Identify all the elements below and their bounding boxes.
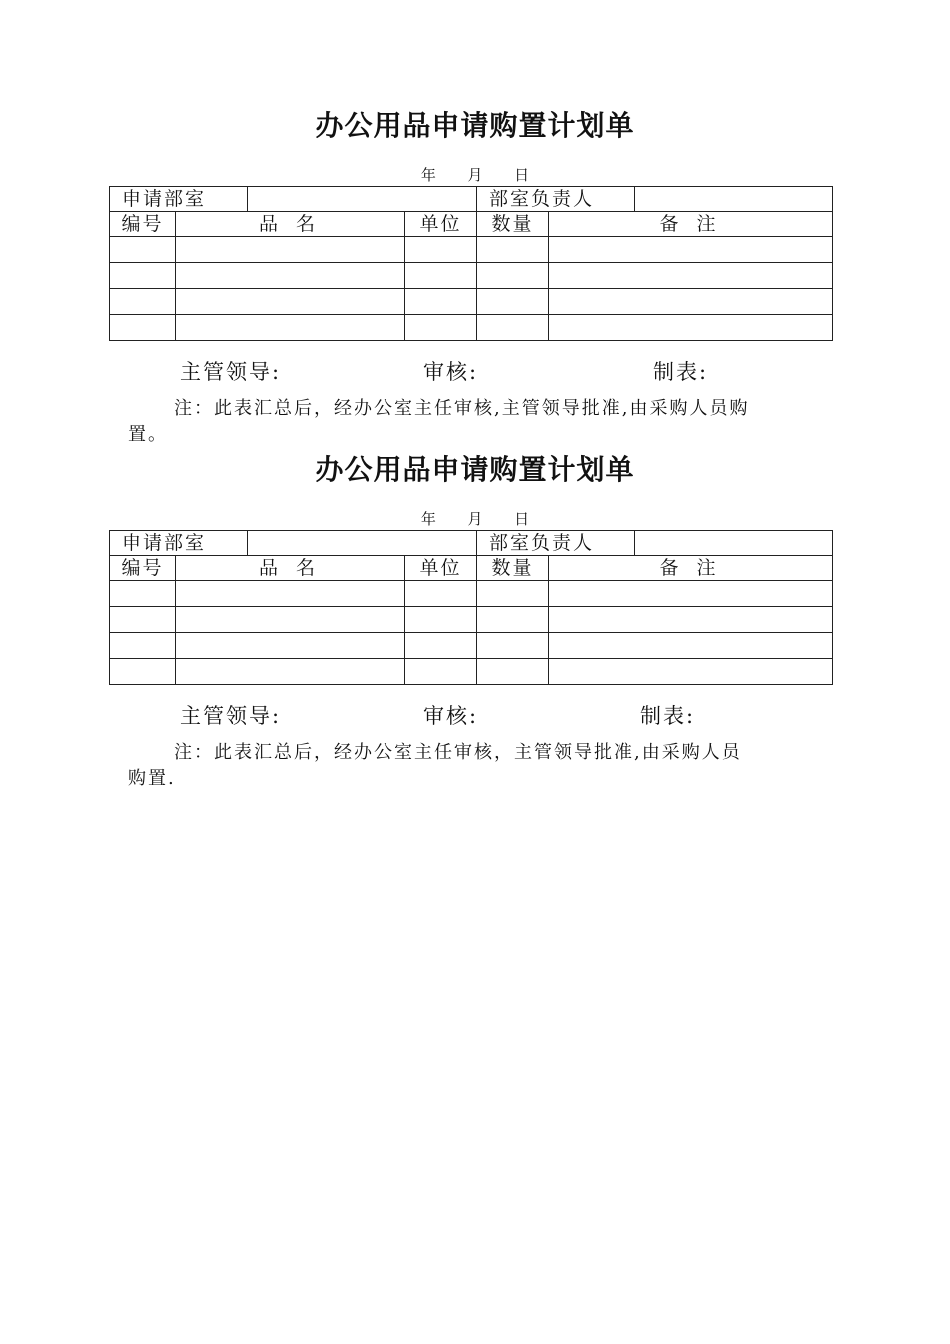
table-row [110, 633, 833, 659]
cell-item-name[interactable] [176, 263, 405, 289]
cell-number[interactable] [110, 581, 176, 607]
date-month: 月 [467, 510, 483, 528]
header-row [110, 187, 833, 212]
col-item-name: 品 名 [176, 556, 405, 581]
cell-quantity[interactable] [477, 263, 549, 289]
column-header-row [110, 212, 833, 237]
date-year: 年 [420, 510, 436, 528]
request-table [109, 530, 833, 685]
footnote [128, 740, 828, 792]
cell-item-name[interactable] [176, 581, 405, 607]
form-title: 办公用品申请购置计划单 [315, 453, 635, 486]
date-day: 日 [514, 166, 530, 184]
col-quantity: 数量 [477, 212, 549, 237]
manager-label: 部室负责人 [477, 531, 635, 556]
table-row [110, 659, 833, 685]
table-row [110, 263, 833, 289]
table-row [110, 581, 833, 607]
cell-item-name[interactable] [176, 289, 405, 315]
col-remarks: 备 注 [549, 556, 833, 581]
signature-prepare: 制表: [653, 360, 709, 384]
cell-number[interactable] [110, 315, 176, 341]
cell-quantity[interactable] [477, 315, 549, 341]
dept-field[interactable] [248, 187, 477, 212]
cell-quantity[interactable] [477, 633, 549, 659]
dept-label: 申请部室 [110, 531, 248, 556]
header-row [110, 531, 833, 556]
cell-number[interactable] [110, 607, 176, 633]
signature-leader: 主管领导: [180, 360, 282, 384]
cell-item-name[interactable] [176, 607, 405, 633]
footnote-line-2: 置。 [128, 424, 168, 445]
signature-prepare: 制表: [640, 704, 696, 728]
col-number: 编号 [110, 556, 176, 581]
col-unit: 单位 [405, 556, 477, 581]
cell-number[interactable] [110, 237, 176, 263]
cell-item-name[interactable] [176, 633, 405, 659]
cell-remarks[interactable] [549, 633, 833, 659]
cell-remarks[interactable] [549, 581, 833, 607]
cell-item-name[interactable] [176, 659, 405, 685]
cell-unit[interactable] [405, 607, 477, 633]
cell-unit[interactable] [405, 289, 477, 315]
cell-unit[interactable] [405, 315, 477, 341]
table-row [110, 289, 833, 315]
date-month: 月 [467, 166, 483, 184]
cell-number[interactable] [110, 633, 176, 659]
cell-item-name[interactable] [176, 315, 405, 341]
col-item-name: 品 名 [176, 212, 405, 237]
table-row [110, 607, 833, 633]
dept-field[interactable] [248, 531, 477, 556]
manager-field[interactable] [635, 531, 833, 556]
manager-label: 部室负责人 [477, 187, 635, 212]
manager-field[interactable] [635, 187, 833, 212]
request-table [109, 186, 833, 341]
cell-remarks[interactable] [549, 659, 833, 685]
cell-remarks[interactable] [549, 315, 833, 341]
cell-quantity[interactable] [477, 237, 549, 263]
footnote-line-1: 注：此表汇总后，经办公室主任审核，主管领导批准,由采购人员 [174, 742, 742, 763]
date-line [0, 508, 950, 529]
cell-number[interactable] [110, 289, 176, 315]
cell-remarks[interactable] [549, 263, 833, 289]
cell-unit[interactable] [405, 263, 477, 289]
cell-quantity[interactable] [477, 581, 549, 607]
cell-number[interactable] [110, 659, 176, 685]
dept-label: 申请部室 [110, 187, 248, 212]
col-number: 编号 [110, 212, 176, 237]
cell-unit[interactable] [405, 659, 477, 685]
table-row [110, 315, 833, 341]
footnote-line-1: 注：此表汇总后，经办公室主任审核,主管领导批准,由采购人员购 [174, 398, 750, 419]
cell-unit[interactable] [405, 237, 477, 263]
signature-leader: 主管领导: [180, 704, 282, 728]
cell-number[interactable] [110, 263, 176, 289]
signature-review: 审核: [423, 360, 479, 384]
cell-remarks[interactable] [549, 607, 833, 633]
footnote [128, 396, 828, 448]
cell-remarks[interactable] [549, 289, 833, 315]
cell-quantity[interactable] [477, 289, 549, 315]
cell-quantity[interactable] [477, 607, 549, 633]
cell-unit[interactable] [405, 633, 477, 659]
cell-unit[interactable] [405, 581, 477, 607]
date-day: 日 [514, 510, 530, 528]
col-remarks: 备 注 [549, 212, 833, 237]
signature-review: 审核: [423, 704, 479, 728]
cell-item-name[interactable] [176, 237, 405, 263]
footnote-line-2: 购置. [128, 768, 176, 789]
date-year: 年 [420, 166, 436, 184]
cell-quantity[interactable] [477, 659, 549, 685]
table-row [110, 237, 833, 263]
form-title: 办公用品申请购置计划单 [315, 109, 635, 142]
column-header-row [110, 556, 833, 581]
cell-remarks[interactable] [549, 237, 833, 263]
date-line [0, 164, 950, 185]
col-quantity: 数量 [477, 556, 549, 581]
col-unit: 单位 [405, 212, 477, 237]
